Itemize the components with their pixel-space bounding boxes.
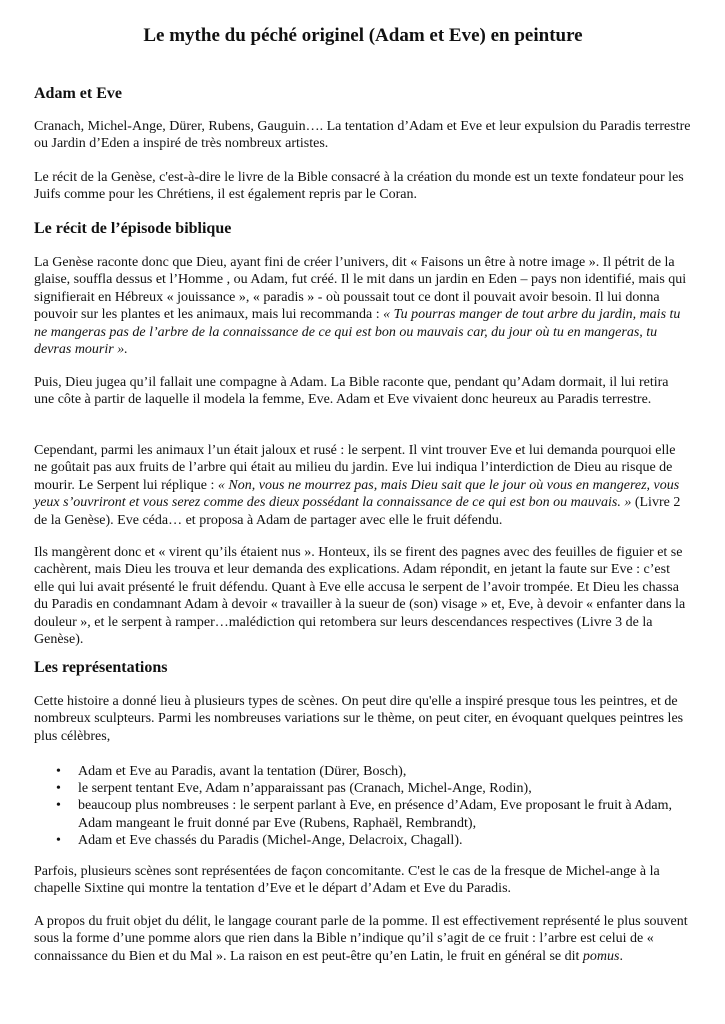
paragraph-text: Cependant, parmi les animaux l’un était jaloux et rusé : le serpent. Il vint trouver Eve et lui demanda pourquoi elle ne goûtait pas aux fruits de l’arbre qui était au milieu du jardin. Eve lui indiqua l’interdiction de Dieu au risque de mourir. Le Serpent lui réplique : [34,443,676,493]
paragraph-text: La Genèse raconte donc que Dieu, ayant fini de créer l’univers, dit « Faisons un être à notre image ». Il pétrit de la glaise, souffla dessus et l’Homme , ou Adam, fut créé. Il le mit dans un jardin en Eden – pays non identifié, mais qui signifierait en Hébreux « jouissance », « paradis » - où poussait tout ce dont il pouvait avoir besoin. Il lui donna pouvoir sur les plantes et les animaux, mais lui recommanda : [34,255,687,323]
list-item [34,780,692,797]
paragraph-text: . [619,948,623,964]
latin-word: pomus [582,948,620,964]
paragraph: Cranach, Michel-Ange, Dürer, Rubens, Gauguin…. La tentation d’Adam et Eve et leur expulsion du Paradis terrestre ou Jardin d’Eden a inspiré de très nombreux artistes. [34,119,691,152]
bullet-icon: • [56,764,61,779]
bullet-icon: • [56,832,61,848]
list-item [34,832,692,849]
bullet-icon: • [56,798,61,814]
document-title: Le mythe du péché originel (Adam et Eve) en peinture [143,25,583,46]
bullet-icon: • [56,781,61,797]
paragraph [34,913,692,965]
list-item-text: Adam et Eve chassés du Paradis (Michel-Ange, Delacroix, Chagall). [78,832,463,848]
paragraph [34,442,692,529]
quote: « Tu pourras manger de tout arbre du jardin, mais tu ne mangeras pas de l’arbre de la connaissance de ce qui est bon ou mauvais car, du jour où tu en mangeras, tu devras mourir ». [34,307,681,358]
paragraph-text: (Livre 2 de la Genèse). Eve céda… et proposa à Adam de partager avec elle le fruit défendu. [34,495,681,528]
paragraph: Parfois, plusieurs scènes sont représentées de façon concomitante. C'est le cas de la fresque de Michel-ange à la chapelle Sixtine qui montre la tentation d’Eve et le départ d’Adam et Eve du Paradis. [34,864,660,897]
list-item [34,763,692,780]
list-item-text: beaucoup plus nombreuses : le serpent parlant à Eve, en présence d’Adam, Eve proposant le fruit à Adam, Adam mangeant le fruit donné par Eve (Rubens, Raphaël, Rembrandt), [78,798,673,831]
paragraph: Puis, Dieu jugea qu’il fallait une compagne à Adam. La Bible raconte que, pendant qu’Adam dormait, il lui retira une côte à partir de laquelle il modela la femme, Eve. Adam et Eve vivaient donc heureux au Paradis terrestre. [34,375,669,408]
section-heading-recit-biblique: Le récit de l’épisode biblique [34,220,232,237]
paragraph [34,254,692,358]
quote: « Non, vous ne mourrez pas, mais Dieu sait que le jour où vous en mangerez, vous yeux s’ouvriront et vous serez comme des dieux possédant la connaissance de ce qui est bon ou mauvais. » [34,477,680,511]
section-heading-adam-et-eve: Adam et Eve [34,85,122,102]
section-heading-representations: Les représentations [34,659,168,676]
list-item [34,797,692,831]
list-item-text: Adam et Eve au Paradis, avant la tentation (Dürer, Bosch), [78,764,407,779]
paragraph-text: A propos du fruit objet du délit, le langage courant parle de la pomme. Il est effectivement représenté le plus souvent sous la forme d’une pomme alors que rien dans la Bible n’indique qu’il s’agit de ce fruit : l’arbre est celui de « connaissance du Bien et du Mal ». La raison en est peut-être qu’en Latin, le fruit en général se dit [34,914,688,964]
paragraph: Ils mangèrent donc et « virent qu’ils étaient nus ». Honteux, ils se firent des pagnes avec des feuilles de figuier et se cachèrent, mais Dieu les trouva et leur demanda des explications. Adam répondit, en jetant la faute sur Eve : c’est elle qui lui avait présenté le fruit défendu. Quant à Eve elle accusa le serpent de l’avoir trompée. Et Dieu les chassa du Paradis en condamnant Adam à devoir « travailler à la sueur de (son) visage » et, Eve, à devoir « enfanter dans la douleur », et le serpent à ramper…malédiction qui retombera sur leurs descendances respectives (Livre 3 de la Genèse). [34,545,686,648]
paragraph: Le récit de la Genèse, c'est-à-dire le livre de la Bible consacré à la création du monde est un texte fondateur pour les Juifs comme pour les Chrétiens, il est également repris par le Coran. [34,170,684,203]
paragraph: Cette histoire a donné lieu à plusieurs types de scènes. On peut dire qu'elle a inspiré presque tous les peintres, et de nombreux sculpteurs. Parmi les nombreuses variations sur le thème, on peut citer, en évoquant quelques peintres les plus célèbres, [34,694,684,744]
list-item-text: le serpent tentant Eve, Adam n’apparaissant pas (Cranach, Michel-Ange, Rodin), [78,781,532,797]
bullet-list [34,763,692,849]
